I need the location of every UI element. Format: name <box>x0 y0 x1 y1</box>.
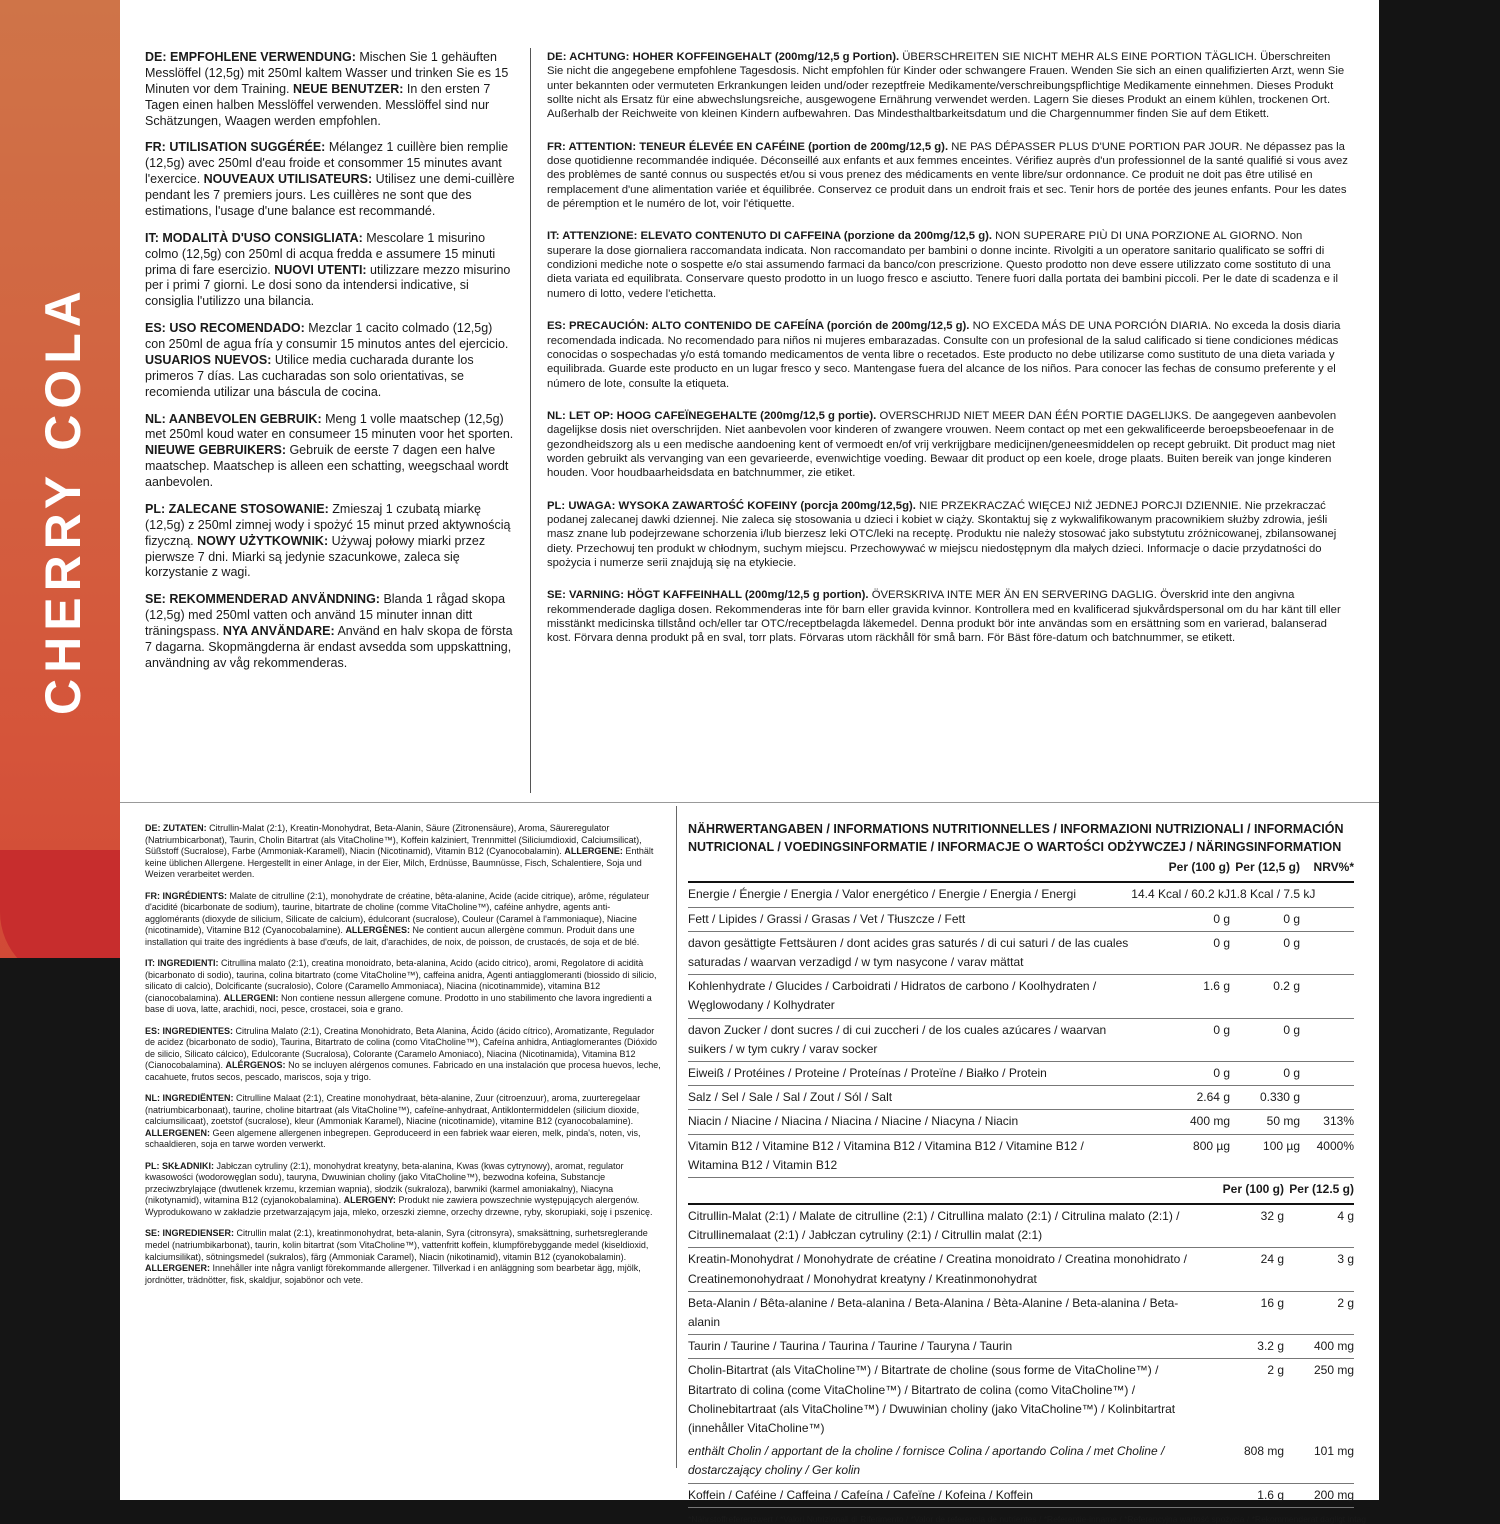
nutrient-per-100g: 0 g <box>1130 907 1230 931</box>
usage-paragraph-head2: NOWY UŻYTKOWNIK: <box>197 533 329 548</box>
usage-paragraph-lang: ES: <box>145 321 170 336</box>
nutrient-per-100g: 400 mg <box>1130 1110 1230 1134</box>
usage-paragraph-text: Mescolare 1 misurino colmo (12,5g) con 250ml di acqua fredda e assumere 15 minuti prima di fare esercizio. <box>145 230 496 277</box>
usage-paragraph <box>145 50 515 129</box>
flavor-title: CHERRY COLA <box>35 285 91 715</box>
warning-paragraph-text: NIE PRZEKRACZAĆ WIĘCEJ NIŻ JEDNEJ PORCJI DZIENNIE. Nie przekraczać podanej zalecanej dawki dziennej. Nie zaleca się stosowania u dzieci i kobiet w ciąży. Skontaktuj się z wykwalifikowanym pracownikiem służby zdrowia, jeśli masz znane lub podejrzewane schorzenia i/lub bierzesz leki OTC/leki na receptę. Produktu nie należy stosować jako substytutu zróżnicowanej, zbilansowanej diety. Przechowuj ten produkt w chłodnym, suchym miejscu. Przechowywać w miejscu niedostępnym dla małych dzieci. Informacje o dacie przydatności do spożycia i numerze serii znajdują się na etykiecie. <box>547 499 1337 569</box>
ingredients-paragraph-text2: Ne contient aucun allergène commun. Produit dans une installation qui traite des ingrédients à base d'œufs, de lait, d'arachides, de noix, de poisson, de crustacés, de soja et de blé. <box>145 925 640 947</box>
usage-paragraph-head: MODALITÀ D'USO CONSIGLIATA: <box>162 230 363 245</box>
ingredient-per-100g: 3.2 g <box>1208 1335 1284 1359</box>
active-ingredient-row <box>688 1204 1354 1248</box>
warning-paragraph-head: PRECAUCIÓN: ALTO CONTENIDO DE CAFEÍNA (porción de 200mg/12,5 g). <box>568 320 970 333</box>
nutrient-label: Salz / Sel / Sale / Sal / Zout / Sól / Salt <box>688 1086 1130 1110</box>
col-nrv: NRV%* <box>1313 860 1354 875</box>
warning-paragraph-lang: ES: <box>547 320 569 333</box>
ingredients-paragraph-text: Malate de citrulline (2:1), monohydrate de créatine, bêta-alanine, Acide (acide citrique), arôme, régulateur d'acidité (bicarbonate de sodium), taurine, bitartrate de choline (comme VitaCholine™), caféine anhydre, agents anti-agglomérants (dioxyde de silicium, Silicate de calcium), édulcorant (sucralose), Couleur (Caramel à l'ammoniaque), Niacine (nicotinamide), Vitamine B12 (Cyanocobalamine). <box>145 890 650 936</box>
warning-paragraph-text: NO EXCEDA MÁS DE UNA PORCIÓN DIARIA. No exceda la dosis diaria recomendada indicada. No recomendado para niños ni mujeres embarazadas. Consulte con un profesional de la salud calificado si tiene condiciones médicas conocidas o sospechadas y/o está tomando medicamentos de venta libre o recetados. Este producto no debe utilizarse como sustituto de una dieta variada y equilibrada. Guarde este producto en un lugar fresco y seco. Mantengase fuera del alcance de los niños. Para conocer las fechas de consumo preferente y el número de lote, consulte la etiqueta. <box>547 320 1341 390</box>
active-ingredient-row <box>688 1359 1354 1440</box>
usage-section <box>145 50 515 683</box>
ingredients-paragraph <box>145 891 663 949</box>
usage-paragraph <box>145 321 515 400</box>
ingredient-per-serving: 200 mg <box>1284 1483 1354 1507</box>
ingredients-paragraph <box>145 1026 663 1084</box>
ingredients-paragraph-head: INGRÉDIENTS: <box>162 890 228 901</box>
nutrition-table <box>688 856 1354 1178</box>
ingredient-per-serving: 101 mg <box>1284 1440 1354 1483</box>
col-per-serving: Per (12,5 g) <box>1235 860 1300 875</box>
ingredients-paragraph <box>145 958 663 1016</box>
ingredients-paragraph-text2: Non contiene nessun allergene comune. Prodotto in uno stabilimento che lavora ingredienti a base di uova, latte, arachidi, noci, pesce, crostacei, soia e grano. <box>145 992 652 1015</box>
ingredient-per-serving: 250 mg <box>1313 1363 1354 1378</box>
warning-paragraph-lang: SE: <box>547 589 569 602</box>
usage-paragraph-head2: NYA ANVÄNDARE: <box>222 624 335 638</box>
warning-paragraph <box>547 499 1349 571</box>
ingredients-paragraph-text: Citrullina malato (2:1), creatina monoidrato, beta-alanina, Acido (acido citrico), aromi, Regolatore di acidità (bicarbonato di sodio), taurina, colina bitartrato (come VitaCholine™), caffeina anidra, Agenti antiagglomeranti (biossido di silicio, silicato di calcio), Dolcificante (sucralosio), Colore (Caramello Ammoniaca), Niacina (nicotinammide), vitamina B12 (cianocobalamina). <box>145 958 657 1003</box>
warning-paragraph-head: ATTENZIONE: ELEVATO CONTENUTO DI CAFFEINA (porzione da 200mg/12,5 g). <box>562 230 993 243</box>
ingredients-paragraph-text2: Produkt nie zawiera powszechnie występujących alergenów. Wyprodukowano w zakładzie przetwarzającym jaja, mleko, orzeszki ziemne, orzechy drzewne, ryby, skorupiaki, soję i pszenicę. <box>145 1195 653 1217</box>
nutrient-label: Kohlenhydrate / Glucides / Carboidrati / Hidratos de carbono / Koolhydraten / Węglowodany / Kolhydrater <box>688 975 1130 1018</box>
warning-paragraph-head: LET OP: HOOG CAFEÏNEGEHALTE (200mg/12,5 g portie). <box>568 409 877 422</box>
col2-per-100g: Per (100 g) <box>1222 1181 1284 1196</box>
usage-paragraph-head2: NOUVEAUX UTILISATEURS: <box>203 172 373 187</box>
ingredients-paragraph-lang: PL: <box>145 1160 162 1171</box>
nutrient-per-100g: 800 µg <box>1130 1134 1230 1177</box>
ingredient-label: enthält Cholin / apportant de la choline / fornisce Colina / aportando Colina / met Choline / dostarczający choliny / Ger kolin <box>688 1440 1208 1483</box>
nutrient-per-serving: 0.330 g <box>1230 1086 1300 1110</box>
usage-paragraph-lang: SE: <box>145 592 170 607</box>
warning-paragraph-head: UWAGA: WYSOKA ZAWARTOŚĆ KOFEINY (porcja 200mg/12,5g). <box>568 499 916 512</box>
usage-paragraph-text2: Utilisez une demi-cuillère pendant les 7 premiers jours. Les cuillères ne sont que des estimations, l'usage d'une balance est recommandé. <box>145 172 515 218</box>
ingredients-paragraph-head2: ALLERGÈNES: <box>345 925 410 936</box>
active-ingredient-row <box>688 1248 1354 1291</box>
ingredients-paragraph-head2: ALLERGENE: <box>564 846 623 857</box>
usage-paragraph <box>145 140 515 219</box>
usage-paragraph-text: Meng 1 volle maatschep (12,5g) met 250ml koud water en consumeer 15 minuten voor het sporten. <box>145 411 514 442</box>
usage-paragraph-head2: NIEUWE GEBRUIKERS: <box>145 443 286 458</box>
ingredients-paragraph-head2: ALLERGENER: <box>145 1263 210 1274</box>
nutrient-nrv <box>1300 975 1354 1018</box>
warning-paragraph-lang: DE: <box>547 51 570 63</box>
warning-paragraph-head: ATTENTION: TENEUR ÉLEVÉE EN CAFÉINE (portion de 200mg/12,5 g). <box>568 140 949 153</box>
ingredient-per-serving: 3 g <box>1284 1248 1354 1291</box>
ingredients-paragraph-text2: Innehåller inte några vanligt förekommande allergener. Tillverkad i en anläggning som bearbetar ägg, mjölk, jordnötter, trädnötter, fisk, skaldjur, sojabönor och vete. <box>145 1263 641 1285</box>
right-dark-strip <box>1379 0 1500 1500</box>
ingredient-label: Kreatin-Monohydrat / Monohydrate de créatine / Creatina monoidrato / Creatina monohidrato / Creatinemonohydraat / Monohydrat kreatyny / Kreatinmonohydrat <box>688 1248 1208 1291</box>
ingredient-per-serving: 2 g <box>1284 1291 1354 1334</box>
ingredients-paragraph-head: INGREDIENTES: <box>162 1025 234 1036</box>
usage-paragraph-lang: NL: <box>145 411 169 426</box>
warning-paragraph <box>547 229 1349 301</box>
nutrient-nrv: 313% <box>1300 1110 1354 1134</box>
ingredient-per-100g: 2 g <box>1267 1363 1284 1378</box>
ingredients-paragraph-text2: No se incluyen alérgenos comunes. Fabricado en una instalación que procesa huevos, leche, cacahuete, frutos secos, pescado, mariscos, soja y trigo. <box>145 1060 661 1082</box>
ingredients-paragraph <box>145 1093 663 1151</box>
nutrient-nrv <box>1300 931 1354 974</box>
usage-paragraph-text: Mischen Sie 1 gehäuften Messlöffel (12,5g) mit 250ml kaltem Wasser und trinken Sie es 15 Minuten vor dem Training. <box>145 50 509 96</box>
nutrient-per-serving: 100 µg <box>1230 1134 1300 1177</box>
ingredients-paragraph-lang: DE: <box>145 823 163 833</box>
usage-paragraph-text2: Używaj połowy miarki przez pierwsze 7 dni. Miarki są jedynie szacunkowe, zaleca się korzystanie z wagi. <box>145 533 486 580</box>
active-ingredient-row <box>688 1483 1354 1507</box>
usage-paragraph-text: Mezclar 1 cacito colmado (12,5g) con 250ml de agua fría y consumir 15 minutos antes del ejercicio. <box>145 321 509 351</box>
ingredients-paragraph <box>145 823 663 881</box>
nutrient-per-serving: 50 mg <box>1230 1110 1300 1134</box>
ingredient-per-100g: 16 g <box>1208 1291 1284 1334</box>
ingredients-paragraph-head: INGREDIENSER: <box>162 1228 235 1239</box>
usage-paragraph-head2: NEUE BENUTZER: <box>293 81 404 96</box>
usage-paragraph-text: Blanda 1 rågad skopa (12,5g) med 250ml vatten och använd 15 minuter innan ditt träningspass. <box>145 592 506 638</box>
ingredients-paragraph-lang: ES: <box>145 1025 163 1036</box>
ingredient-per-serving: 4 g <box>1284 1204 1354 1248</box>
nutrient-label: Energie / Énergie / Energia / Valor energético / Energie / Energia / Energi <box>688 882 1130 907</box>
usage-paragraph-head: AANBEVOLEN GEBRUIK: <box>168 411 322 426</box>
warning-paragraph-text: OVERSCHRIJD NIET MEER DAN ÉÉN PORTIE DAGELIJKS. De aangegeven aanbevolen dagelijkse dosis niet overschrijden. Niet aanbevolen voor kinderen of zwangere vrouwen. Neem contact op met een gekwalificeerde beroepsbeoefenaar in de gezondheidszorg als u een medische aandoening kent of vermoedt en/of vrij verkrijgbare medicijnen/geneesmiddelen op recept gebruikt. Dit product mag niet worden gebruikt als vervanging van een gevarieerde, evenwichtige voeding. Bewaar dit product op een koele, droge plaats. Buiten bereik van jonge kinderen houden. Voor houdbaarheidsdata en batchnummer, zie etiket. <box>547 409 1337 480</box>
warning-paragraph-head: VARNING: HÖGT KAFFEINHALL (200mg/12,5 g portion). <box>568 589 869 602</box>
usage-paragraph-text2: Gebruik de eerste 7 dagen een halve maatschep. Maatschep is alleen een schatting, weegschaal wordt aanbevolen. <box>145 443 509 489</box>
warning-paragraph-lang: IT: <box>547 230 563 243</box>
ingredients-paragraph-head: ZUTATEN: <box>163 823 207 833</box>
nutrition-row <box>688 931 1354 974</box>
usage-paragraph-text2: Använd en halv skopa de första 7 dagarna. Skopmängderna är endast avsedda som uppskattning, användning av våg rekommenderas. <box>145 624 513 670</box>
usage-paragraph-text2: In den ersten 7 Tagen einen halben Messlöffel verwenden. Messlöffel sind nur Schätzungen, Waagen werden empfohlen. <box>145 81 491 128</box>
usage-paragraph-head: UTILISATION SUGGÉRÉE: <box>169 140 326 155</box>
ingredient-label: Beta-Alanin / Bêta-alanine / Beta-alanina / Beta-Alanina / Bèta-Alanine / Beta-alanina / Beta-alanin <box>688 1291 1208 1334</box>
warning-paragraph-text: NON SUPERARE PIÙ DI UNA PORZIONE AL GIORNO. Non superare la dose giornaliera raccomandata indicata. Non raccomandato per bambini o donne incinte. Rivolgiti a un operatore sanitario qualificato se soffri di condizioni mediche note o sospette e/o stai assumendo farmaci da banco/con prescrizione. Questo prodotto non deve essere utilizzato come sostituto di una dieta variata ed equilibrata. Conservare questo prodotto in un luogo fresco e asciutto. Tenere fuori dalla portata dei bambini piccoli. Per le date di scadenza e il numero di lotto, vedere l'etichetta. <box>547 230 1339 300</box>
nutrient-label: Vitamin B12 / Vitamine B12 / Vitamina B12 / Vitamina B12 / Vitamine B12 / Witamina B12 / Vitamin B12 <box>688 1134 1130 1177</box>
ingredients-paragraph-head: INGREDIENTI: <box>157 958 219 969</box>
ingredients-paragraph <box>145 1228 663 1286</box>
nutrient-nrv <box>1300 907 1354 931</box>
warning-paragraph-text: NE PAS DÉPASSER PLUS D'UNE PORTION PAR JOUR. Ne dépassez pas la dose quotidienne recommandée indiquée. Déconseillé aux enfants et aux femmes enceintes. Vérifiez auprès d'un professionnel de la santé qualifié si vous avez des problèmes de santé connus ou suspectés et/ou si vous prenez des médicaments en vente libre/sur ordonnance. Ce produit ne doit pas être utilisé en remplacement d'une alimentation variée et équilibrée. Conservez ce produit dans un endroit frais et sec. Tenir hors de portée des jeunes enfants. Pour les dates de péremption et le numéro de lot, voir l'étiquette. <box>547 140 1348 211</box>
usage-paragraph-text: Zmieszaj 1 czubatą miarkę (12,5g) z 250ml zimnej wody i spożyć 15 minut przed aktywnością fizyczną. <box>145 501 511 548</box>
ingredients-paragraph-lang: SE: <box>145 1228 163 1239</box>
nutrition-panel <box>688 820 1366 1524</box>
usage-paragraph-head: REKOMMENDERAD ANVÄNDNING: <box>169 592 380 607</box>
active-ingredient-row <box>688 1291 1354 1334</box>
nutrition-row <box>688 882 1354 907</box>
ingredients-paragraph-text: Citrullin malat (2:1), kreatinmonohydrat, beta-alanin, Syra (citronsyra), smaksättning, surhetsreglerande medel (natriumbikarbonat), taurin, kolin bitartrat (som VitaCholine™), vattenfritt koffein, klumpförebyggande medel (kiseldioxid, kalciumsilikat), sötningsmedel (sukralos), färg (Ammoniak Caramel), Niacin (nikotinamid), vitamin B12 (cyanokobalamin). <box>145 1228 649 1262</box>
nutrient-nrv <box>1300 1086 1354 1110</box>
ingredients-paragraph-head2: ALÉRGENOS: <box>225 1060 286 1071</box>
ingredients-paragraph-text: Citrullin-Malat (2:1), Kreatin-Monohydrat, Beta-Alanin, Säure (Zitronensäure), Aroma, Säureregulator (Natriumbicarbonat), Taurin, Cholin Bitartrat (als VitaCholine™), Koffein kalziniert, Trennmittel (Siliciumdioxid, Calciumsilicat), Süßstoff (Sucralose), Farbe (Ammoniak-Karamell), Niacin (Nicotinamid), Vitamin B12 (Cyanocobalamin). <box>145 823 642 857</box>
ingredient-label: Citrullin-Malat (2:1) / Malate de citrulline (2:1) / Citrullina malato (2:1) / Citrulina malato (2:1) / Citrullinemalaat (2:1) / Jabłczan cytruliny (2:1) / Citrullin malat (2:1) <box>688 1204 1208 1248</box>
usage-paragraph-lang: DE: <box>145 50 170 64</box>
ingredients-paragraph-head2: ALLERGENI: <box>223 992 279 1003</box>
nutrition-row <box>688 1086 1354 1110</box>
nutrient-per-serving: 0 g <box>1230 907 1300 931</box>
nutrient-per-100g: 1.6 g <box>1130 975 1230 1018</box>
nutrient-label: Niacin / Niacine / Niacina / Niacina / Niacine / Niacyna / Niacin <box>688 1110 1130 1134</box>
nutrient-per-serving: 0 g <box>1230 1061 1300 1085</box>
nutrient-per-100g: 2.64 g <box>1130 1086 1230 1110</box>
nutrient-nrv <box>1300 1061 1354 1085</box>
column-divider-lower <box>676 806 677 1468</box>
nutrition-row <box>688 1134 1354 1177</box>
col-per-100g: Per (100 g) <box>1168 860 1230 875</box>
warning-paragraph <box>547 588 1349 645</box>
ingredient-per-100g: 808 mg <box>1208 1440 1284 1483</box>
ingredient-label: Cholin-Bitartrat (als VitaCholine™) / Bitartrate de choline (sous forme de VitaCholine™) / Bitartrato di colina (come VitaCholine™) / Bitartrato de colina (como VitaCholine™) / Cholinebitartraat (als VitaCholine™) / Dwuwinian choliny (jako VitaCholine™) / Kolinbitartrat (innehåller VitaCholine™) <box>688 1363 1176 1435</box>
nutrient-per-100g: 0 g <box>1130 1018 1230 1061</box>
usage-paragraph-text: Mélangez 1 cuillère bien remplie (12,5g) avec 250ml d'eau froide et consommer 15 minutes avant l'exercice. <box>145 140 509 187</box>
ingredients-paragraph-head: INGREDIËNTEN: <box>162 1093 234 1104</box>
nrv-footnote: *Nährstoffreferenzwert / *Valori Nutrizionali di Riferimento / *Valor de referencia de nutrientes / *Referentie-inname / *Referencyjna wartość spożycia / *Rekommenderat dagligt intag <box>688 1513 1366 1524</box>
warning-paragraph <box>547 140 1349 212</box>
ingredients-paragraph-text2: Enthält keine üblichen Allergene. Hergestellt in einer Anlage, in der Eier, Milch, Erdnüsse, Baumnüsse, Fisch, Schalentiere, Soja und Weizen verarbeitet werden. <box>145 846 654 880</box>
nutrition-row <box>688 975 1354 1018</box>
nutrient-label: Eiweiß / Protéines / Proteine / Proteínas / Proteïne / Białko / Protein <box>688 1061 1130 1085</box>
nutrient-per-serving: 0.2 g <box>1230 975 1300 1018</box>
nutrition-row <box>688 1061 1354 1085</box>
ingredients-paragraph <box>145 1161 663 1219</box>
ingredient-per-100g: 32 g <box>1208 1204 1284 1248</box>
ingredient-per-100g: 24 g <box>1208 1248 1284 1291</box>
ingredients-paragraph-head2: ALERGENY: <box>343 1195 396 1206</box>
nutrient-per-100g: 0 g <box>1130 931 1230 974</box>
ingredients-paragraph-text: Jabłczan cytruliny (2:1), monohydrat kreatyny, beta-alanina, Kwas (kwas cytrynowy), aromat, regulator kwasowości (wodorowęglan sodu), tauryna, Dwuwinian choliny (jako VitaCholine™), bezwodna kofeina, Substancje przeciwzbrylające (dwutlenek krzemu, krzemian wapnia), słodzik (sukraloza), barwniki (karmel amoniakalny), Niacyna (nikotynamid), witamina B12 (cyjanokobalamina). <box>145 1160 624 1206</box>
usage-paragraph-lang: IT: <box>145 230 163 245</box>
warning-paragraph-head: ACHTUNG: HOHER KOFFEINGEHALT (200mg/12,5 g Portion). <box>569 51 900 63</box>
nutrient-nrv: 4000% <box>1300 1134 1354 1177</box>
usage-paragraph-lang: FR: <box>145 140 170 155</box>
nutrient-per-serving: 1.8 Kcal / 7.5 kJ <box>1230 882 1300 907</box>
usage-paragraph-lang: PL: <box>145 501 169 516</box>
nutrient-per-100g: 0 g <box>1130 1061 1230 1085</box>
usage-paragraph <box>145 502 515 581</box>
nutrient-per-100g: 14.4 Kcal / 60.2 kJ <box>1130 882 1230 907</box>
ingredients-paragraph-text: Citrulina Malato (2:1), Creatina Monohidrato, Beta Alanina, Ácido (ácido cítrico), Aromatizante, Regulador de acidez (bicarbonato de sodio), Taurina, Bitartrato de colina (como VitaCholine™), Cafeína anhidra, Antiaglomerantes (Dióxido de silicio, Silicato cálcico), Edulcorante (Sucralosa), Colorante (Caramelo Amoniaco), Niacina (Nicotinamida), Vitamina B12 (Cianocobalamina). <box>145 1025 657 1071</box>
ingredients-paragraph-head2: ALLERGENEN: <box>145 1127 210 1138</box>
nutrient-label: davon Zucker / dont sucres / di cui zuccheri / de los cuales azúcares / waarvan suikers / w tym cukry / varav socker <box>688 1018 1130 1061</box>
usage-paragraph-head: USO RECOMENDADO: <box>169 321 305 336</box>
warning-paragraph-lang: NL: <box>547 409 569 422</box>
nutrition-row <box>688 1110 1354 1134</box>
active-ingredient-row <box>688 1335 1354 1359</box>
col2-per-serving: Per (12.5 g) <box>1289 1181 1354 1196</box>
nutrient-per-serving: 0 g <box>1230 931 1300 974</box>
ingredients-paragraph-lang: FR: <box>145 890 163 901</box>
active-ingredients-table <box>688 1178 1354 1508</box>
ingredient-per-serving: 400 mg <box>1284 1335 1354 1359</box>
usage-paragraph-head: EMPFOHLENE VERWENDUNG: <box>170 50 356 64</box>
ingredient-label: Taurin / Taurine / Taurina / Taurina / Taurine / Tauryna / Taurin <box>688 1335 1208 1359</box>
warning-paragraph <box>547 50 1349 122</box>
ingredients-paragraph-head: SKŁADNIKI: <box>162 1160 214 1171</box>
ingredients-paragraph-text2: Geen algemene allergenen inbegrepen. Geproduceerd in een fabriek waar eieren, melk, pinda's, noten, vis, schaaldieren, soja en tarwe worden verwerkt. <box>145 1127 641 1150</box>
ingredients-paragraph-lang: IT: <box>145 958 158 969</box>
nutrient-nrv <box>1300 1018 1354 1061</box>
ingredients-paragraph-text: Citrulline Malaat (2:1), Creatine monohydraat, bèta-alanine, Zuur (citroenzuur), aroma, zuurteregelaar (natriumbicarbonaat), taurine, choline bitartraat (als VitaCholine™), cafeïne-anhydraat, Antiklontermiddelen (silicium dioxide, calciumsilicaat), zoetstof (sucralose), kleur (Ammoniak Karamel), Niacine (nicotinamide), vitamine B12 (cyanocobalamine). <box>145 1093 641 1127</box>
usage-paragraph-text2: utilizzare mezzo misurino per i primi 7 giorni. Le dosi sono da intendersi indicative, si consiglia l'utilizzo una bilancia. <box>145 262 511 309</box>
column-divider <box>530 48 531 793</box>
warning-paragraph <box>547 319 1349 391</box>
warning-paragraph-text: ÖVERSKRIVA INTE MER ÄN EN SERVERING DAGLIG. Överskrid inte den angivna rekommenderade dagliga dosen. Rekommenderas inte för barn eller gravida kvinnor. Kontrollera med en kvalificerad sjukvårdspersonal om du har känt till eller misstänkt medicinska tillstånd och/eller tar OTC/receptbelagda läkemedel. Denna produkt bör inte användas som en ersättning som en varierad, balanserad kost. Förvara denna produkt på en sval, torr plats. Förvaras utom räckhåll för små barn. För Bäst före-datum och batchnummer, se etikett. <box>547 589 1341 645</box>
nutrient-per-serving: 0 g <box>1230 1018 1300 1061</box>
section-divider <box>120 802 1379 803</box>
nutrient-label: davon gesättigte Fettsäuren / dont acides gras saturés / di cui saturi / de las cuales saturadas / waarvan verzadigd / w tym nasycone / varav mättat <box>688 931 1130 974</box>
warning-paragraph-text: ÜBERSCHREITEN SIE NICHT MEHR ALS EINE PORTION TÄGLICH. Überschreiten Sie nicht die angegebene empfohlene Tagesdosis. Nicht empfohlen für Kinder oder schwangere Frauen. Wenden Sie sich an einen qualifizierten Arzt, wenn Sie unter bekannten oder vermuteten Erkrankungen leiden und/oder rezeptfreie Medikamente/verschreibungspflichtige Medikamente einnehmen. Dieses Produkt sollte nicht als Ersatz für eine abwechslungsreiche, ausgewogene Ernährung verwendet werden. Lagern Sie dieses Produkt an einem kühlen, trockenen Ort. Außerhalb der Reichweite von kleinen Kindern aufbewahren. Das Mindesthaltbarkeitsdatum und die Chargennummer finden Sie auf dem Etikett. <box>547 51 1345 121</box>
ingredients-paragraph-lang: NL: <box>145 1093 163 1104</box>
usage-paragraph-head2: NUOVI UTENTI: <box>274 262 367 277</box>
usage-paragraph-text2: Utilice media cucharada durante los primeros 7 días. Las cucharadas son solo orientativas, se recomienda utilizar una báscula de cocina. <box>145 352 474 399</box>
side-dark-band <box>0 958 120 1500</box>
warnings-section <box>547 50 1349 664</box>
usage-paragraph <box>145 592 515 671</box>
nutrition-row <box>688 1018 1354 1061</box>
warning-paragraph-lang: PL: <box>547 499 569 512</box>
usage-paragraph-head: ZALECANE STOSOWANIE: <box>168 501 329 516</box>
active-ingredient-row <box>688 1440 1354 1483</box>
warning-paragraph-lang: FR: <box>547 140 569 153</box>
nutrition-title: NÄHRWERTANGABEN / INFORMATIONS NUTRITIONNELLES / INFORMAZIONI NUTRIZIONALI / INFORMACIÓN NUTRICIONAL / VOEDINGSINFORMATIE / INFORMACJE O WARTOŚCI ODŻYWCZEJ / NÄRINGSINFORMATION <box>688 822 1344 855</box>
warning-paragraph <box>547 409 1349 481</box>
usage-paragraph <box>145 412 515 491</box>
nutrient-label: Fett / Lipides / Grassi / Grasas / Vet / Tłuszcze / Fett <box>688 907 1130 931</box>
ingredient-label: Koffein / Caféine / Caffeina / Cafeína / Cafeïne / Kofeina / Koffein <box>688 1483 1208 1507</box>
nutrition-row <box>688 907 1354 931</box>
usage-paragraph <box>145 231 515 310</box>
usage-paragraph-head2: USUARIOS NUEVOS: <box>145 352 272 367</box>
ingredient-per-100g: 1.6 g <box>1208 1483 1284 1507</box>
ingredients-section <box>145 823 663 1296</box>
